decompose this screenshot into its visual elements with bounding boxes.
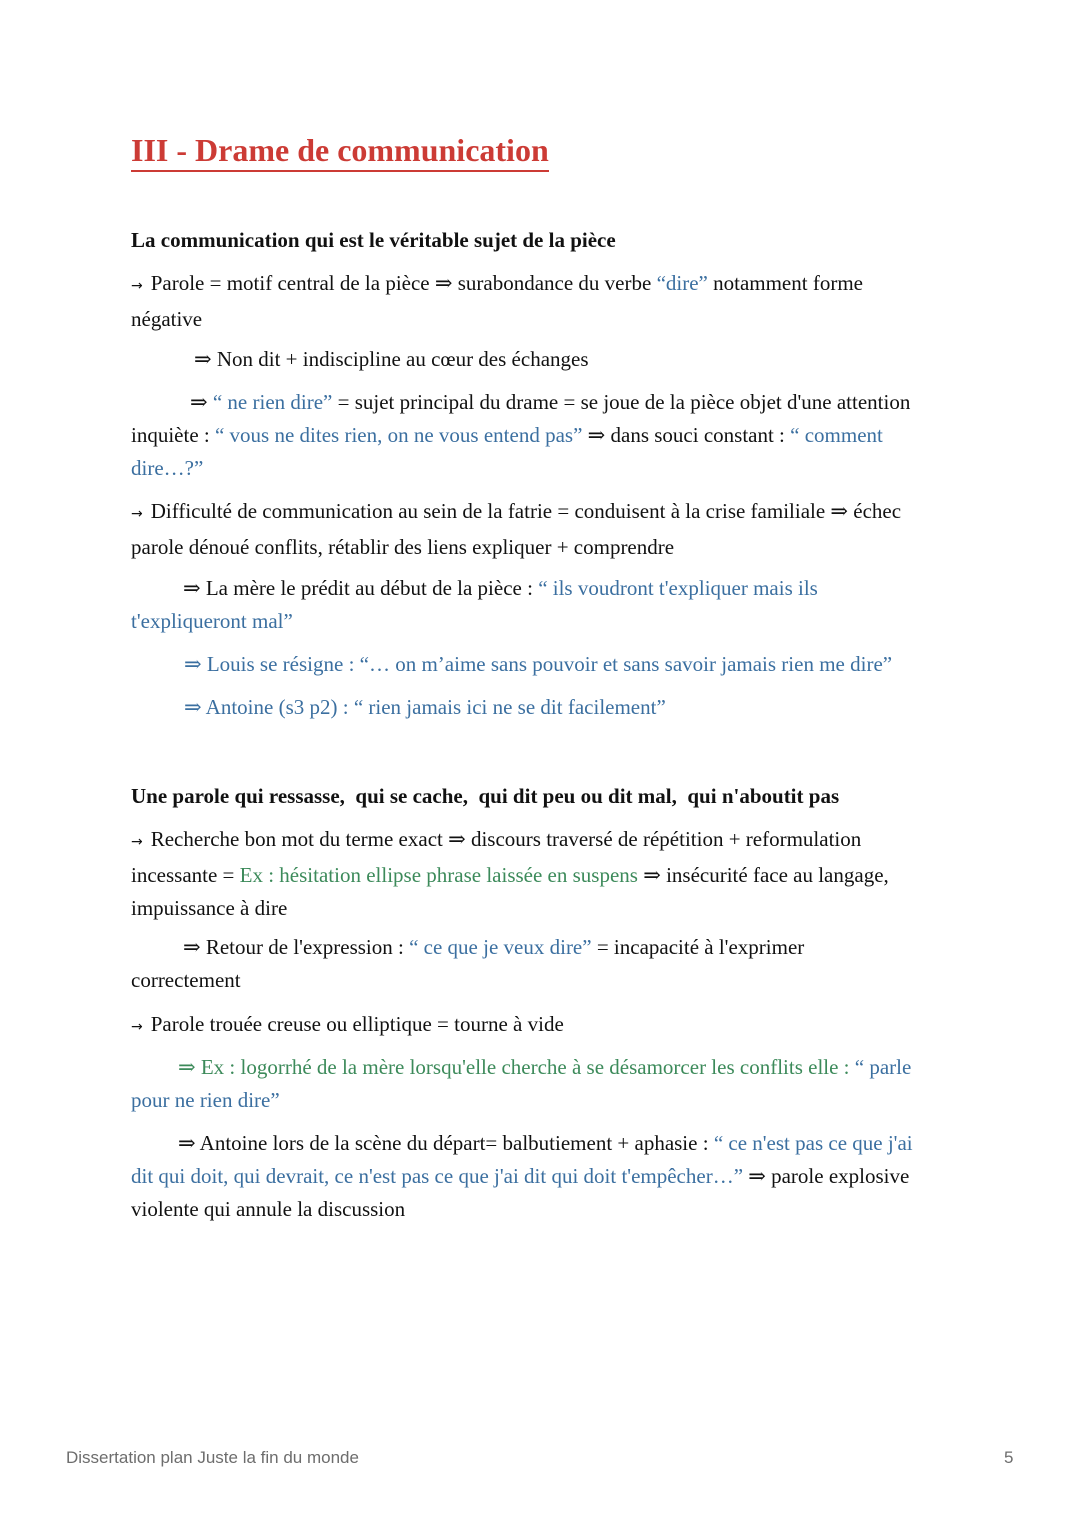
quote-louis: ⇒ Louis se résigne : “… on m’aime sans pouvoir et sans savoir jamais rien me dire” <box>184 652 893 676</box>
example-text: ⇒ Ex : logorrhé de la mère lorsqu'elle cherche à se désamorcer les conflits elle : <box>178 1055 855 1079</box>
arrow-icon: → <box>131 278 143 294</box>
paragraph-text: Parole = motif central de la pièce ⇒ surabondance du verbe <box>150 271 657 295</box>
paragraph-text: correctement <box>131 968 241 992</box>
paragraph-parole-trouee <box>131 1008 951 1044</box>
paragraph-antoine <box>184 691 964 724</box>
paragraph-text: ⇒ insécurité face au langage, <box>637 863 889 887</box>
paragraph-text: Parole trouée creuse ou elliptique = tourne à vide <box>150 1012 564 1036</box>
quote-vous-ne-dites-rien: “ vous ne dites rien, on ne vous entend pas” <box>214 423 583 447</box>
quote-ce-nest-pas: “ ce n'est pas ce que j'ai <box>713 1131 913 1155</box>
arrow-icon: → <box>131 506 143 522</box>
paragraph-text: ⇒ Retour de l'expression : <box>183 935 410 959</box>
quote-parle: “ parle <box>854 1055 912 1079</box>
paragraph-text: notamment forme <box>707 271 863 295</box>
paragraph-text: inquiète : <box>131 423 215 447</box>
paragraph-antoine-depart <box>131 1127 951 1226</box>
section-heading-communication: La communication qui est le véritable sujet de la pièce <box>131 228 616 252</box>
paragraph-text: Difficulté de communication au sein de la fatrie = conduisent à la crise familiale ⇒ échec <box>150 499 902 523</box>
quote-dire-suite: dire…?” <box>131 456 204 480</box>
paragraph-text: impuissance à dire <box>131 896 288 920</box>
paragraph-text: Recherche bon mot du terme exact ⇒ discours traversé de répétition + reformulation <box>150 827 862 851</box>
paragraph-text: = incapacité à l'exprimer <box>591 935 805 959</box>
paragraph-retour-expression <box>131 931 951 997</box>
paragraph-text: parole dénoué conflits, rétablir des liens expliquer + comprendre <box>131 535 675 559</box>
quote-empecher: dit qui doit, qui devrait, ce n'est pas ce que j'ai dit qui doit t'empêcher…” <box>131 1164 744 1188</box>
quote-ils-voudront: “ ils voudront t'expliquer mais ils <box>538 576 818 600</box>
paragraph-text: négative <box>131 307 203 331</box>
example-text: Ex : hésitation ellipse phrase laissée en suspens <box>239 863 638 887</box>
quote-ce-que-je-veux-dire: “ ce que je veux dire” <box>409 935 592 959</box>
footer-document-title: Dissertation plan Juste la fin du monde <box>66 1448 359 1467</box>
paragraph-text: incessante = <box>131 863 240 887</box>
paragraph-mere-predit <box>131 572 951 638</box>
paragraph-text: ⇒ Non dit + indiscipline au cœur des échanges <box>194 347 589 371</box>
paragraph-text: ⇒ parole explosive <box>743 1164 910 1188</box>
paragraph-ne-rien-dire <box>131 386 951 485</box>
page-title: III - Drame de communication <box>131 130 549 172</box>
paragraph-text: ⇒ Antoine lors de la scène du départ= balbutiement + aphasie : <box>178 1131 714 1155</box>
arrow-icon: → <box>131 834 143 850</box>
paragraph-text: ⇒ dans souci constant : <box>582 423 791 447</box>
paragraph-text: violente qui annule la discussion <box>131 1197 406 1221</box>
page-number: 5 <box>1004 1448 1014 1467</box>
paragraph-louis-resigne <box>184 648 964 681</box>
arrow-icon: → <box>131 1019 143 1035</box>
quote-dire: “dire” <box>656 271 708 295</box>
paragraph-text: ⇒ La mère le prédit au début de la pièce : <box>183 576 539 600</box>
paragraph-logorrhee <box>131 1051 951 1117</box>
paragraph-text: = sujet principal du drame = se joue de la pièce objet d'une attention <box>332 390 911 414</box>
quote-antoine: ⇒ Antoine (s3 p2) : “ rien jamais ici ne se dit facilement” <box>184 695 666 719</box>
implies-arrow-icon: ⇒ <box>190 390 208 414</box>
quote-pour-ne-rien-dire: pour ne rien dire” <box>131 1088 280 1112</box>
paragraph-parole-motif <box>131 267 951 336</box>
paragraph-difficulte <box>131 495 951 564</box>
quote-expliqueront-mal: t'expliqueront mal” <box>131 609 293 633</box>
section-heading-parole: Une parole qui ressasse, qui se cache, qui dit peu ou dit mal, qui n'aboutit pas <box>131 784 840 808</box>
paragraph-recherche <box>131 823 951 925</box>
quote-ne-rien-dire: “ ne rien dire” <box>207 390 333 414</box>
paragraph-non-dit <box>194 343 954 376</box>
quote-comment: “ comment <box>790 423 883 447</box>
